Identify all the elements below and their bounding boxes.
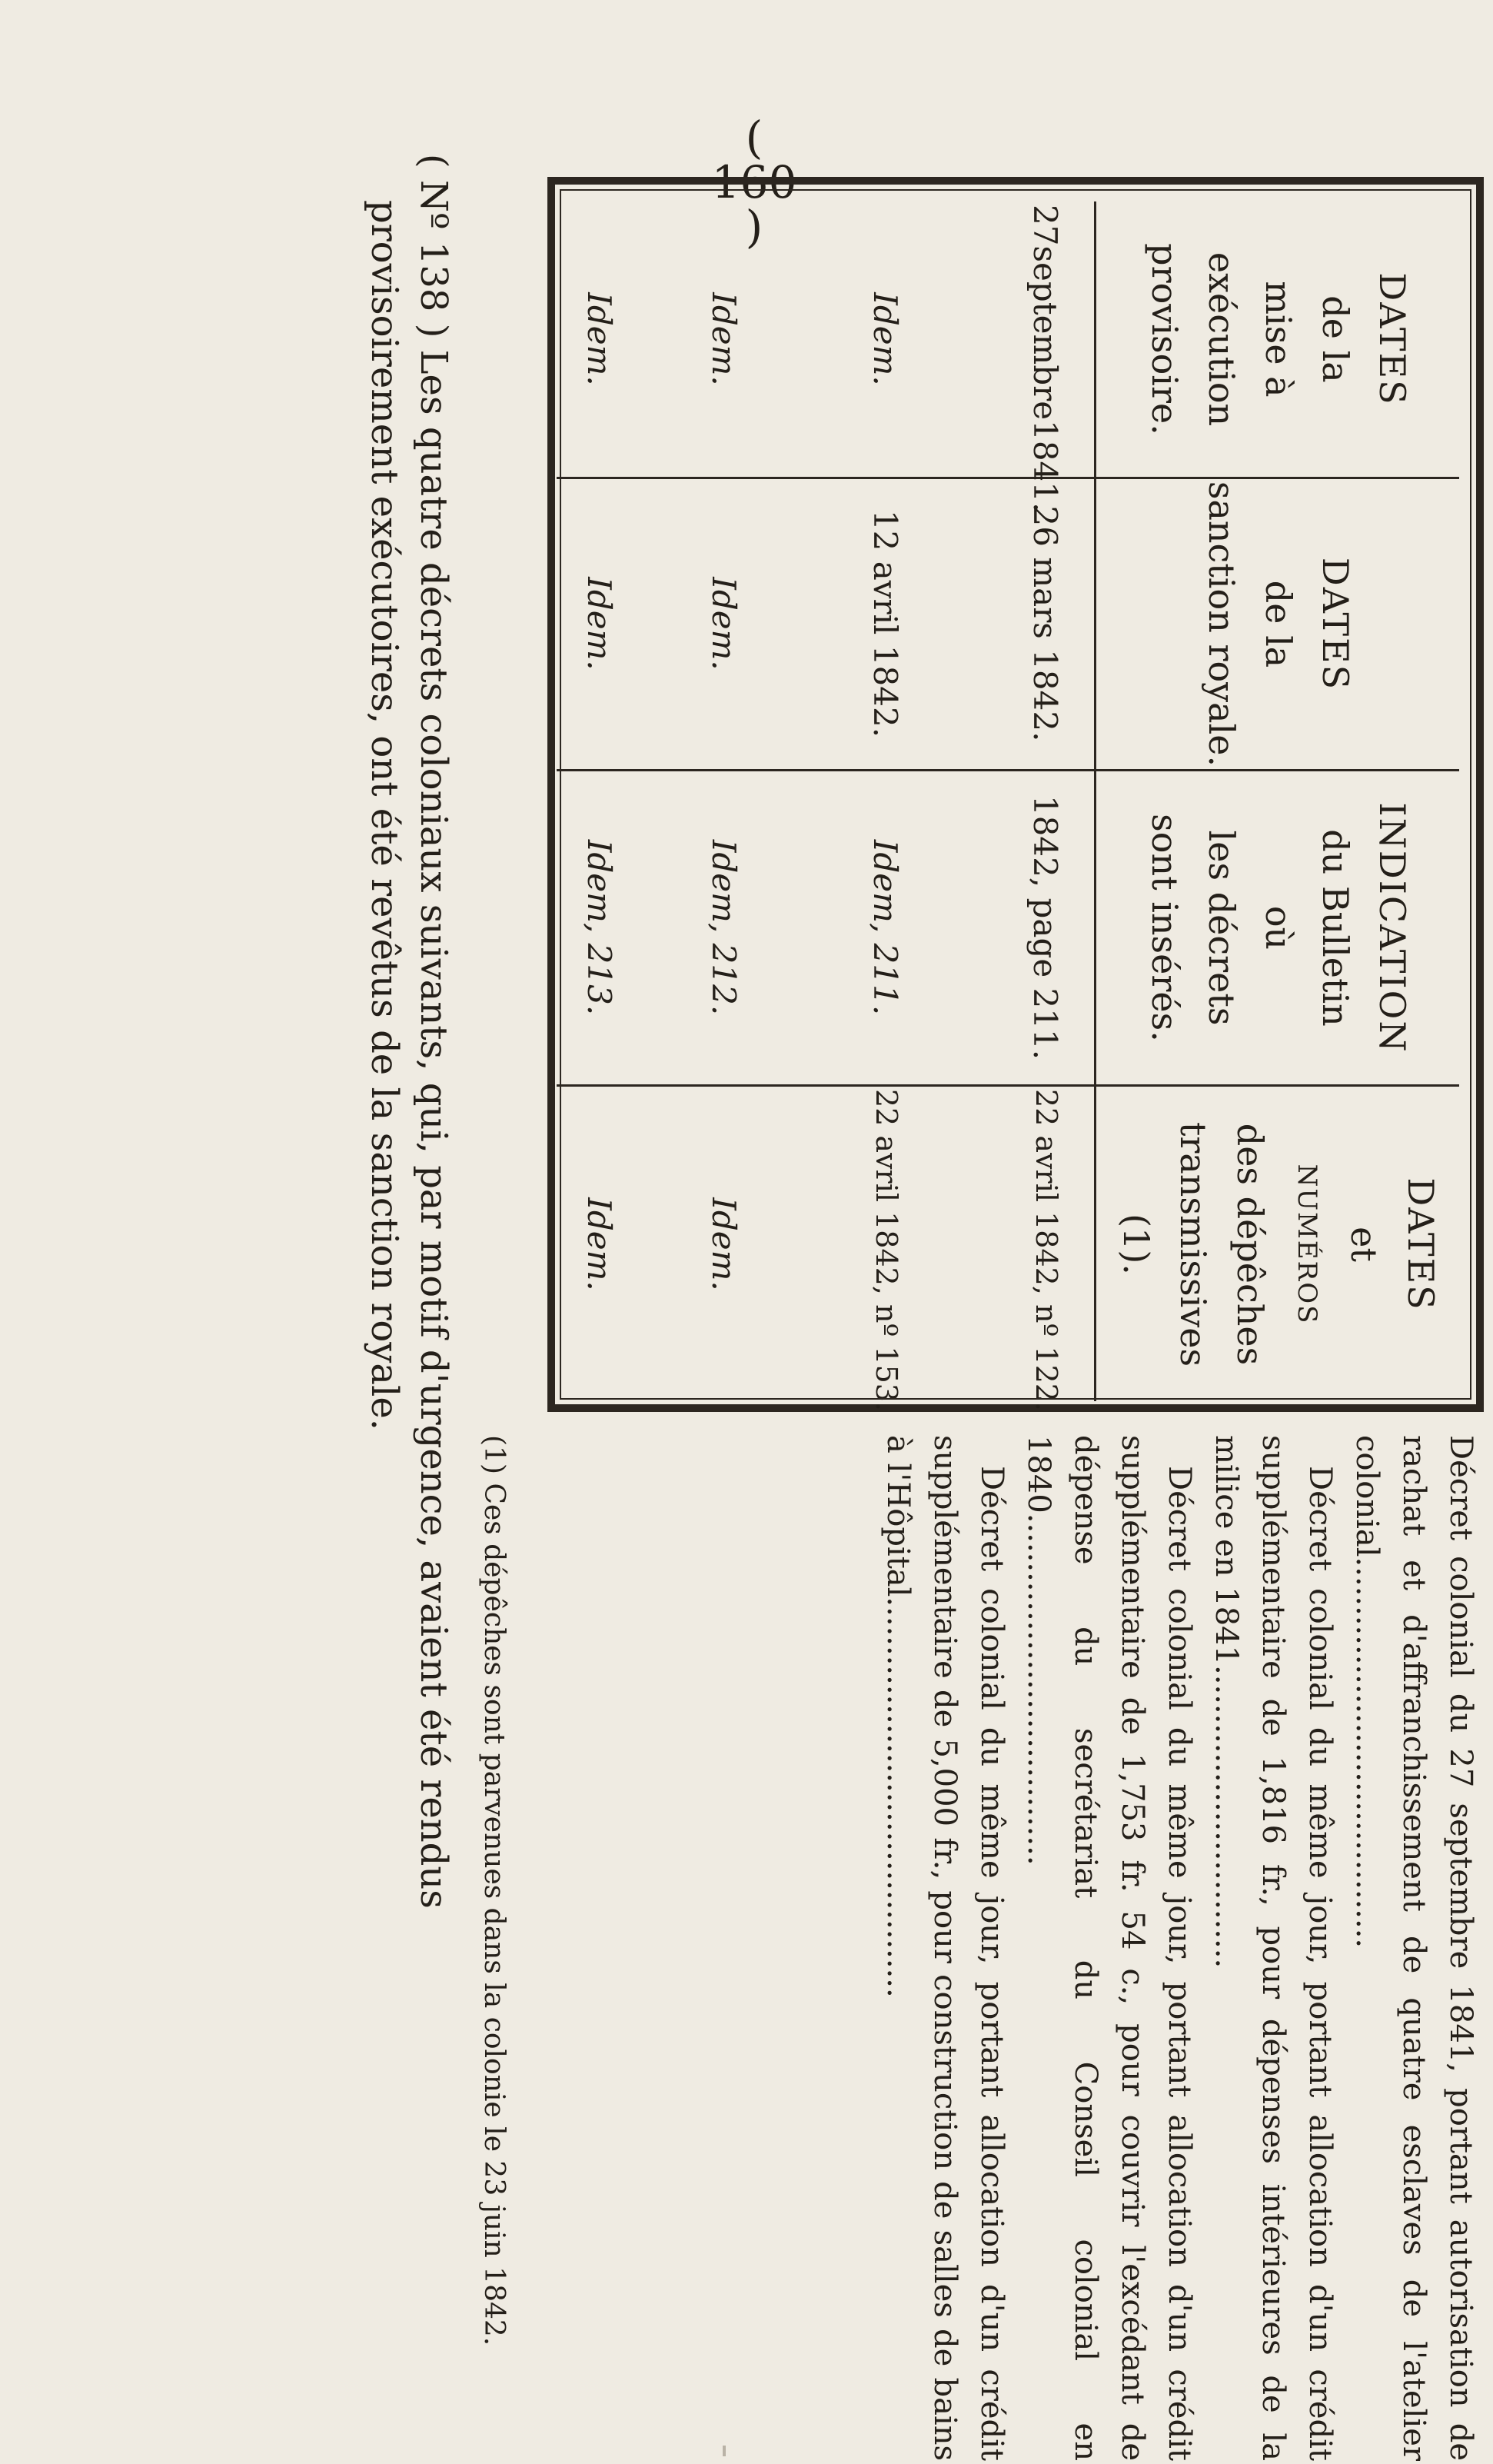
- header-date-execution-l3: mise à exécution: [1201, 251, 1299, 427]
- table-header-rule: [1094, 201, 1096, 1401]
- decree-entry: Décret colonial du même jour, portant allocation d'un crédit supplémentaire de 5,000 fr., pour construction de salles de bains à l'Hôpital.........................................: [880, 1435, 1009, 2461]
- table-cell: 1842, page 211.: [1026, 794, 1064, 1061]
- header-depeches: [1098, 1087, 1459, 1402]
- header-date-sanction-l2: de la: [1258, 580, 1299, 668]
- column-rule-3: [557, 1084, 1459, 1087]
- table-cell: Idem.: [705, 577, 743, 671]
- page-number: ( 160 ): [711, 112, 797, 253]
- header-bulletin: [1098, 771, 1459, 1084]
- header-depeches-l2: et: [1343, 1227, 1385, 1262]
- table-cell: Idem.: [705, 292, 743, 386]
- heading: [360, 154, 458, 2430]
- decree-entry: Décret colonial du même jour, portant allocation d'un crédit supplémentaire de 1,753 fr. 54 c., pour couvrir l'excédant de dépense du secrétariat du Conseil colonial en 1840....................................: [1021, 1435, 1197, 2461]
- decree-entry: Décret colonial du 27 septembre 1841, portant autorisation de rachat et d'affranchissement de quatre esclaves de l'atelier colonial........................................: [1349, 1435, 1478, 2461]
- table-cell: Idem.: [705, 1197, 743, 1291]
- table-cell: Idem.: [866, 292, 904, 386]
- header-bulletin-l2: du Bulletin: [1315, 829, 1356, 1027]
- header-date-execution: [1098, 201, 1459, 477]
- table-cell: Idem, 211.: [866, 839, 904, 1016]
- header-bulletin-l3: où: [1258, 905, 1299, 951]
- header-depeches-l1: DATES: [1400, 1177, 1441, 1311]
- gutter-mark: [723, 2446, 726, 2456]
- heading-line-1: ( Nº 138 ) Les quatre décrets coloniaux suivants, qui, par motif d'urgence, avaient été rendus: [412, 154, 455, 1909]
- column-rule-1: [557, 477, 1459, 479]
- table-cell: Idem.: [580, 292, 618, 386]
- heading-line-2: provisoirement exécutoires, ont été revêtus de la sanction royale.: [363, 200, 406, 1431]
- header-date-sanction-l1: DATES: [1315, 557, 1356, 691]
- footnote: (1) Ces dépêches sont parvenues dans la colonie le 23 juin 1842.: [478, 1435, 510, 2346]
- table-cell: Idem, 213.: [580, 839, 618, 1016]
- table-cell: 26 mars 1842.: [1026, 505, 1064, 742]
- table-cell: 22 avril 1842, nº 122.: [1029, 1089, 1063, 1412]
- header-date-execution-l4: provisoire.: [1144, 243, 1185, 435]
- header-date-sanction: [1098, 479, 1459, 769]
- header-bulletin-l5: sont insérés.: [1144, 814, 1185, 1042]
- decree-entry: Décret colonial du même jour, portant allocation d'un crédit supplémentaire de 1,816 fr., pour dépenses intérieures de la milice en 1841...............................: [1209, 1435, 1338, 2461]
- table-cell: 12 avril 1842.: [866, 509, 904, 738]
- decrees-table: [547, 177, 1484, 1412]
- header-depeches-l4: des dépêches: [1229, 1123, 1271, 1366]
- header-depeches-l3: NUMÉROS: [1292, 1164, 1322, 1325]
- rotated-page: [235, 154, 1484, 2464]
- table-cell: 22 avril 1842, nº 153.: [870, 1089, 903, 1412]
- table-cell: Idem.: [580, 1197, 618, 1291]
- header-bulletin-l4: les décrets: [1201, 830, 1242, 1026]
- header-date-execution-l1: DATES: [1372, 272, 1413, 406]
- column-rule-2: [557, 769, 1459, 771]
- table-cell: Idem, 212.: [705, 839, 743, 1016]
- header-depeches-l5: transmissives (1).: [1116, 1121, 1214, 1367]
- header-bulletin-l1: INDICATION: [1372, 802, 1413, 1054]
- decree-entries: [874, 1435, 1484, 2461]
- header-date-sanction-l3: sanction royale.: [1201, 481, 1242, 768]
- table-cell: 27septembre1841.: [1026, 205, 1064, 513]
- header-date-execution-l2: de la: [1315, 295, 1356, 383]
- table-cell: Idem.: [580, 577, 618, 671]
